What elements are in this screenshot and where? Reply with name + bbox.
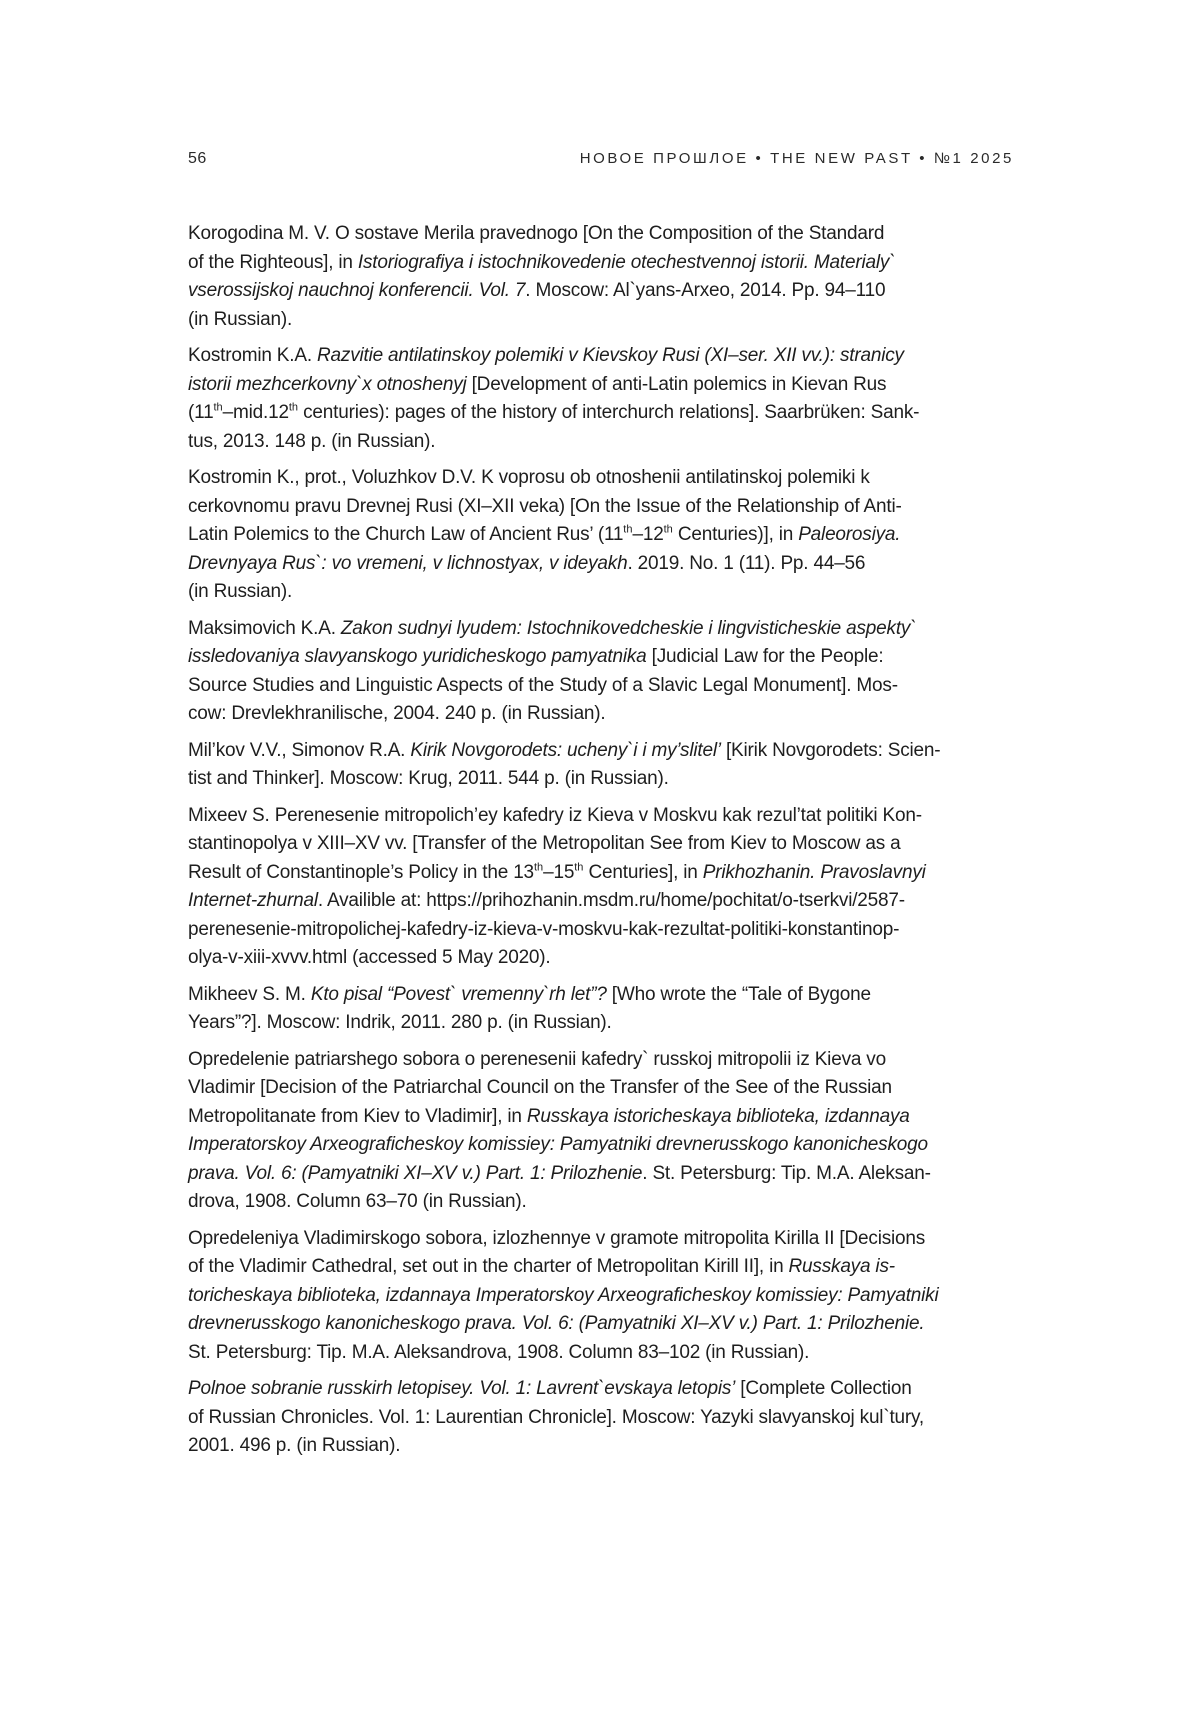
plain-text: Years”?]. Moscow: Indrik, 2011. 280 p. (in Russian). (188, 1012, 612, 1033)
italic-text: Paleorosiya. (798, 524, 901, 545)
text-line (188, 428, 1018, 457)
text-line (188, 464, 1018, 493)
plain-text: [Complete Collection (735, 1378, 912, 1399)
plain-text: centuries): pages of the history of interchurch relations]. Saarbrüken: Sank- (298, 402, 920, 423)
text-line (188, 1375, 1018, 1404)
plain-text: (11 (188, 402, 214, 423)
bibliography-entry (188, 342, 1018, 456)
bibliography-entry (188, 464, 1018, 607)
text-line (188, 700, 1018, 729)
text-line (188, 578, 1018, 607)
plain-text: . 2019. No. 1 (11). Pp. 44–56 (627, 552, 866, 574)
italic-text: Razvitie antilatinskoy polemiki v Kievskoy Rusi (XI–ser. XII vv.): stranicy (317, 345, 904, 366)
italic-text: Kirik Novgorodets: ucheny`i i my’slitel’ (410, 739, 721, 761)
superscript-text: th (574, 861, 584, 874)
plain-text: [Who wrote the “Tale of Bygone (606, 983, 871, 1005)
text-line (188, 1188, 1018, 1217)
superscript-text: th (288, 401, 299, 414)
superscript-text: th (533, 861, 544, 874)
italic-text: vserossijskoj nauchnoj konferencii. Vol. 7 (188, 280, 526, 301)
italic-text: Kto pisal “Povest` vremenny`rh let”? (310, 983, 607, 1005)
plain-text: St. Petersburg: Tip. M.A. Aleksandrova, 1908. Column 83–102 (in Russian). (188, 1341, 810, 1363)
plain-text: tus, 2013. 148 p. (in Russian). (188, 430, 436, 452)
text-line (188, 737, 1018, 766)
text-line (188, 916, 1018, 945)
plain-text: Centuries)], in (672, 524, 799, 545)
plain-text: Source Studies and Linguistic Aspects of the Study of a Slavic Legal Monument]. Mos- (188, 674, 898, 696)
text-line (188, 249, 1018, 278)
italic-text: Istoriografiya i istochnikovedenie otechestvennoj istorii. Materialy` (357, 251, 896, 273)
bibliography-entry (188, 220, 1018, 334)
superscript-text: th (623, 523, 633, 536)
text-line (188, 1404, 1018, 1433)
plain-text: of the Righteous], in (188, 251, 358, 273)
italic-text: Prikhozhanin. Pravoslavnyi (702, 861, 926, 883)
plain-text: –12 (632, 524, 664, 545)
bibliography-entry (188, 737, 1018, 794)
plain-text: tist and Thinker]. Moscow: Krug, 2011. 544 p. (in Russian). (188, 768, 669, 789)
plain-text: . Availible at: https://prihozhanin.msdm.ru/home/pochitat/o-tserkvi/2587- (317, 890, 905, 911)
text-line (188, 1253, 1018, 1282)
italic-text: Internet-zhurnal (188, 890, 318, 911)
bibliography-entry (188, 1375, 1018, 1461)
text-line (188, 1074, 1018, 1103)
superscript-text: th (213, 401, 223, 414)
text-line (188, 277, 1018, 306)
plain-text: Result of Constantinople’s Policy in the 13 (188, 861, 534, 883)
page-header (188, 150, 1014, 168)
text-line (188, 1160, 1018, 1189)
italic-text: Zakon sudnyi lyudem: Istochnikovedcheskie i lingvisticheskie aspekty` (340, 617, 917, 639)
plain-text: of the Vladimir Cathedral, set out in the charter of Metropolitan Kirill II], in (188, 1256, 789, 1277)
plain-text: Opredelenie patriarshego sobora o perenesenii kafedry` russkoj mitropolii iz Kieva vo (188, 1048, 886, 1070)
plain-text: Mil’kov V.V., Simonov R.A. (188, 739, 411, 761)
text-line (188, 981, 1018, 1010)
plain-text: olya-v-xiii-xvvv.html (accessed 5 May 2020). (188, 947, 551, 968)
text-line (188, 550, 1018, 579)
plain-text: Korogodina M. V. O sostave Merila pravednogo [On the Composition of the Standard (188, 223, 885, 244)
text-line (188, 521, 1018, 550)
journal-running-head: НОВОЕ ПРОШЛОЕ • THE NEW PAST • №1 2025 (579, 150, 1014, 167)
italic-text: istorii mezhcerkovny`x otnoshenyj (188, 373, 467, 395)
text-line (188, 830, 1018, 859)
plain-text: Centuries], in (583, 861, 703, 883)
text-line (188, 1310, 1018, 1339)
bibliography-entry (188, 981, 1018, 1038)
plain-text: –15 (543, 861, 575, 883)
italic-text: Polnoe sobranie russkirh letopisey. Vol. 1: Lavrent`evskaya letopis’ (188, 1378, 736, 1399)
text-line (188, 1432, 1018, 1461)
bibliography-entry (188, 1225, 1018, 1368)
plain-text: perenesenie-mitropolichej-kafedry-iz-kieva-v-moskvu-kak-rezultat-politiki-konstantinop- (188, 918, 900, 940)
italic-text: Imperatorskoy Arxeograficheskoy komissiey: Pamyatniki drevnerusskogo kanonicheskogo (188, 1134, 928, 1155)
italic-text: prava. Vol. 6: (Pamyatniki XI–XV v.) Part. 1: Prilozhenie (188, 1162, 643, 1184)
text-line (188, 220, 1018, 249)
bibliography-entry (188, 615, 1018, 729)
plain-text: cerkovnomu pravu Drevnej Rusi (XI–XII veka) [On the Issue of the Relationship of Anti- (188, 495, 902, 517)
plain-text: . Moscow: Al`yans-Arxeo, 2014. Pp. 94–110 (525, 280, 886, 301)
italic-text: Russkaya is- (788, 1256, 895, 1277)
plain-text: 2001. 496 p. (in Russian). (188, 1435, 401, 1456)
text-line (188, 493, 1018, 522)
text-line (188, 944, 1018, 973)
text-line (188, 371, 1018, 400)
plain-text: drova, 1908. Column 63–70 (in Russian). (188, 1191, 527, 1212)
text-line (188, 859, 1018, 888)
text-line (188, 306, 1018, 335)
text-line (188, 672, 1018, 701)
plain-text: (in Russian). (188, 308, 293, 330)
text-line (188, 1046, 1018, 1075)
plain-text: Kostromin K., prot., Voluzhkov D.V. K voprosu ob otnoshenii antilatinskoj polemiki k (188, 467, 870, 488)
plain-text: [Judicial Law for the People: (646, 646, 884, 667)
text-line (188, 643, 1018, 672)
text-line (188, 615, 1018, 644)
italic-text: drevnerusskogo kanonicheskogo prava. Vol. 6: (Pamyatniki XI–XV v.) Part. 1: Prilozhenie. (188, 1313, 925, 1334)
italic-text: issledovaniya slavyanskogo yuridicheskogo pamyatnika (188, 646, 647, 667)
text-line (188, 802, 1018, 831)
text-line (188, 342, 1018, 371)
plain-text: of Russian Chronicles. Vol. 1: Laurentian Chronicle]. Moscow: Yazyki slavyanskoj kul`tury, (188, 1406, 924, 1428)
plain-text: . St. Petersburg: Tip. M.A. Aleksan- (642, 1162, 931, 1184)
text-line (188, 1103, 1018, 1132)
plain-text: Mixeev S. Perenesenie mitropolich’ey kafedry iz Kieva v Moskvu kak rezul’tat politiki Kon- (188, 804, 922, 826)
text-line (188, 1282, 1018, 1311)
plain-text: Mikheev S. M. (188, 983, 311, 1005)
plain-text: [Development of anti-Latin polemics in Kievan Rus (466, 373, 887, 395)
page-number: 56 (188, 150, 207, 167)
plain-text: Maksimovich K.A. (188, 617, 341, 639)
plain-text: cow: Drevlekhranilische, 2004. 240 p. (in Russian). (188, 703, 606, 724)
text-line (188, 1131, 1018, 1160)
bibliography-entry (188, 802, 1018, 973)
plain-text: (in Russian). (188, 581, 293, 602)
plain-text: [Kirik Novgorodets: Scien- (720, 739, 941, 761)
italic-text: Drevnyaya Rus`: vo vremeni, v lichnostyax, v ideyakh (188, 552, 628, 574)
plain-text: Opredeleniya Vladimirskogo sobora, izlozhennye v gramote mitropolita Kirilla II [Decisions (188, 1227, 926, 1249)
superscript-text: th (663, 523, 673, 536)
plain-text: –mid.12 (222, 402, 289, 423)
text-line (188, 887, 1018, 916)
bibliography-list (188, 220, 1018, 1469)
text-line (188, 1225, 1018, 1254)
text-line (188, 1009, 1018, 1038)
plain-text: Metropolitanate from Kiev to Vladimir], in (188, 1105, 527, 1127)
plain-text: Kostromin K.A. (188, 345, 317, 366)
text-line (188, 399, 1018, 428)
plain-text: Latin Polemics to the Church Law of Ancient Rus’ (11 (188, 524, 624, 545)
text-line (188, 1339, 1018, 1368)
text-line (188, 765, 1018, 794)
bibliography-entry (188, 1046, 1018, 1217)
plain-text: Vladimir [Decision of the Patriarchal Council on the Transfer of the See of the Russian (188, 1077, 892, 1098)
italic-text: toricheskaya biblioteka, izdannaya Imperatorskoy Arxeograficheskoy komissiey: Pamyatniki (188, 1284, 939, 1306)
italic-text: Russkaya istoricheskaya biblioteka, izdannaya (526, 1105, 910, 1127)
plain-text: stantinopolya v XIII–XV vv. [Transfer of the Metropolitan See from Kiev to Moscow as a (188, 833, 901, 854)
